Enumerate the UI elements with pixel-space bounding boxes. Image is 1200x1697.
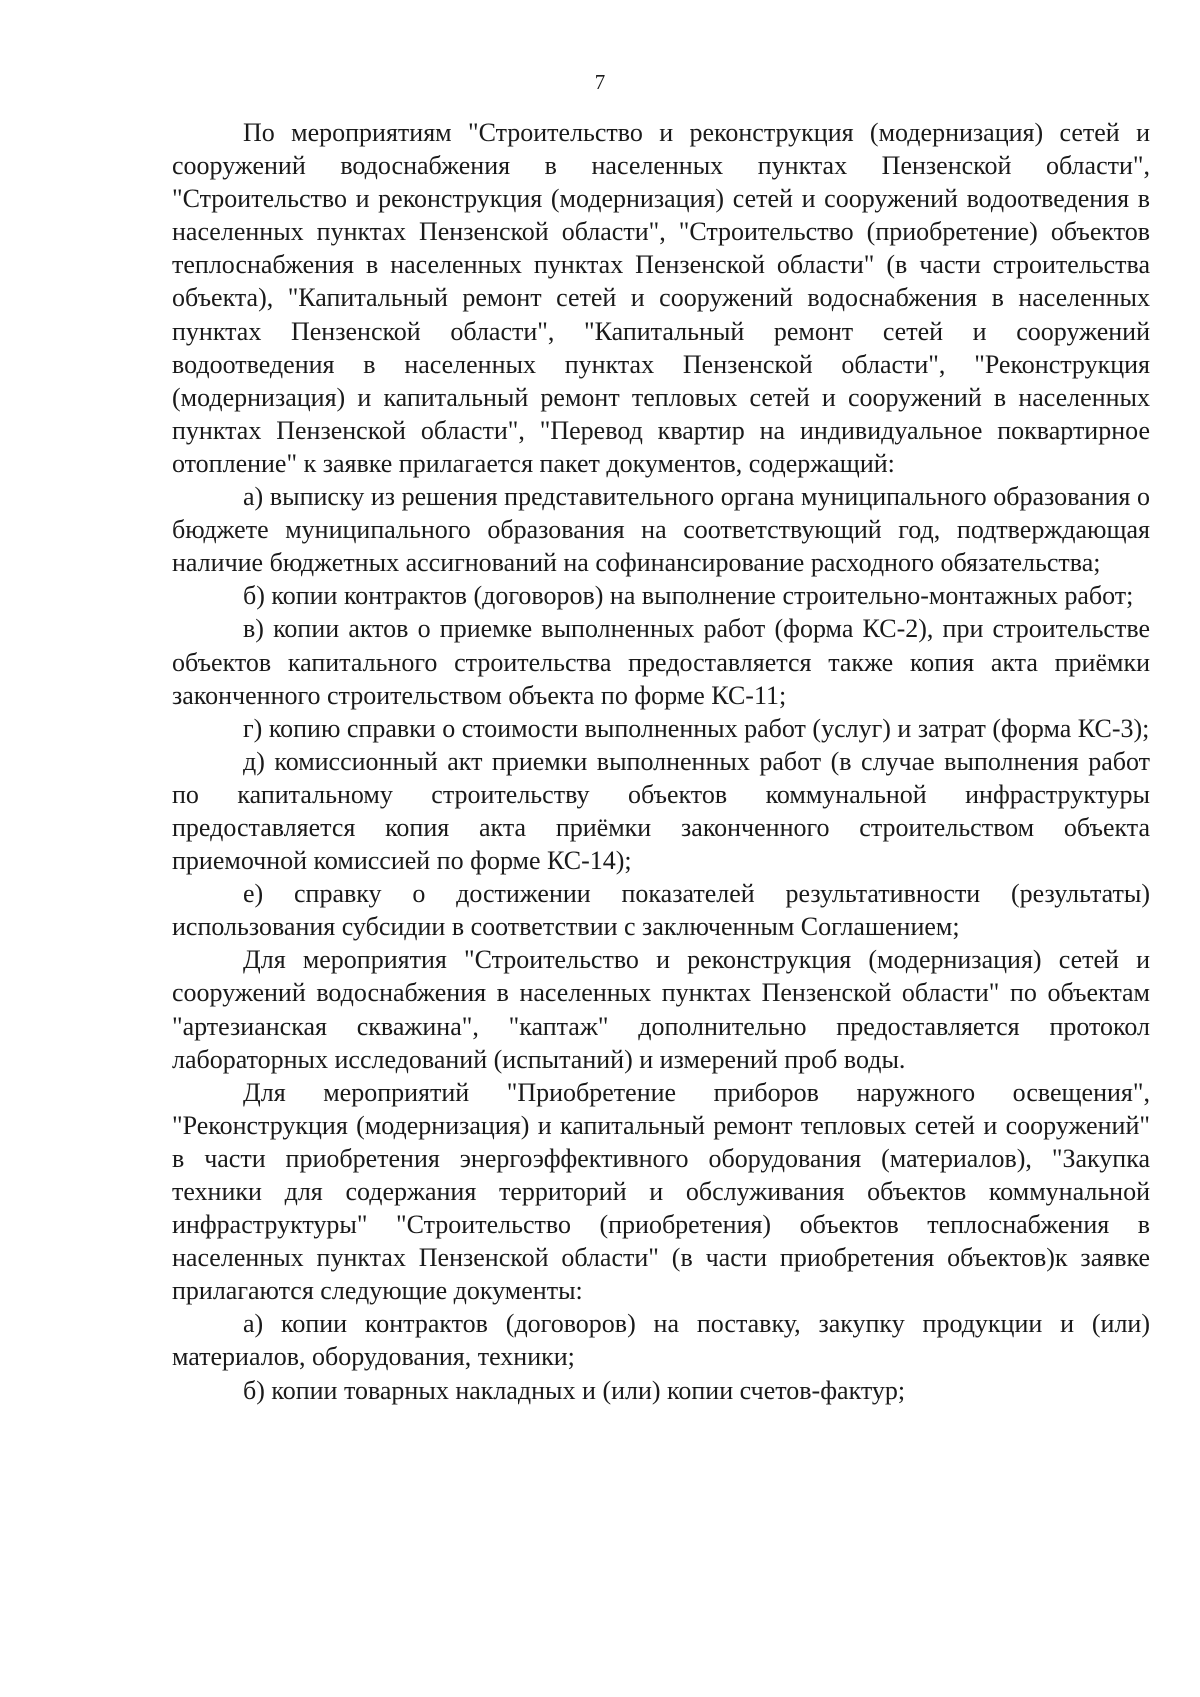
list-item-b-contracts: б) копии контрактов (договоров) на выполнение строительно-монтажных работ;: [243, 581, 1134, 611]
paragraph-water-protocol: Для мероприятия "Строительство и реконструкция (модернизация) сетей и сооружений водоснабжения в населенных пунктах Пензенской области" по объектам "артезианская скважина", "каптаж" дополнительно предоставляется протокол лабораторных исследований (испытаний) и измерений проб воды.: [172, 945, 1150, 1074]
document-body: [172, 116, 1150, 1407]
list-item-b-invoices: б) копии товарных накладных и (или) копии счетов-фактур;: [243, 1375, 906, 1405]
list-item-e-commission-act: д) комиссионный акт приемки выполненных работ (в случае выполнения работ по капитальному строительству объектов коммунальной инфраструктуры предоставляется копия акта приёмки законченного строительством объекта приемочной комиссией по форме КС-14);: [172, 746, 1150, 876]
paragraph-equipment-purchase: Для мероприятий "Приобретение приборов наружного освещения", "Реконструкция (модернизация) и капитальный ремонт тепловых сетей и сооружений" в части приобретения энергоэффективного оборудования (материалов), "Закупка техники для содержания территорий и обслуживания объектов коммунальной инфраструктуры" "Строительство (приобретения) объектов теплоснабжения в населенных пунктах Пензенской области" (в части приобретения объектов)к заявке прилагаются следующие документы:: [172, 1077, 1150, 1306]
list-item-a-budget-extract: а) выписку из решения представительного органа муниципального образования о бюджете муниципального образования на соответствующий год, подтверждающая наличие бюджетных ассигнований на софинансирование расходного обязательства;: [172, 482, 1150, 578]
list-item-f-performance-report: е) справку о достижении показателей результативности (результаты) использования субсидии в соответствии с заключенным Соглашением;: [172, 879, 1150, 942]
list-item-a-supply-contracts: а) копии контрактов (договоров) на поставку, закупку продукции и (или) материалов, оборудования, техники;: [172, 1309, 1150, 1372]
list-item-c-acts-ks2: в) копии актов о приемке выполненных работ (форма КС-2), при строительстве объектов капитального строительства предоставляется также копия акта приёмки законченного строительством объекта по форме КС-11;: [172, 614, 1150, 710]
page-number: 7: [594, 70, 606, 94]
list-item-d-cost-certificate-ks3: г) копию справки о стоимости выполненных работ (услуг) и затрат (форма КС-3);: [243, 713, 1150, 743]
paragraph-intro-requirements: По мероприятиям "Строительство и реконструкция (модернизация) сетей и сооружений водоснабжения в населенных пунктах Пензенской области", "Строительство и реконструкция (модернизация) сетей и сооружений водоотведения в населенных пунктах Пензенской области", "Строительство (приобретение) объектов теплоснабжения в населенных пунктах Пензенской области" (в части строительства объекта), "Капитальный ремонт сетей и сооружений водоснабжения в населенных пунктах Пензенской области", "Капитальный ремонт сетей и сооружений водоотведения в населенных пунктах Пензенской области", "Реконструкция (модернизация) и капитальный ремонт тепловых сетей и сооружений в населенных пунктах Пензенской области", "Перевод квартир на индивидуальное поквартирное отопление" к заявке прилагается пакет документов, содержащий:: [172, 118, 1150, 478]
